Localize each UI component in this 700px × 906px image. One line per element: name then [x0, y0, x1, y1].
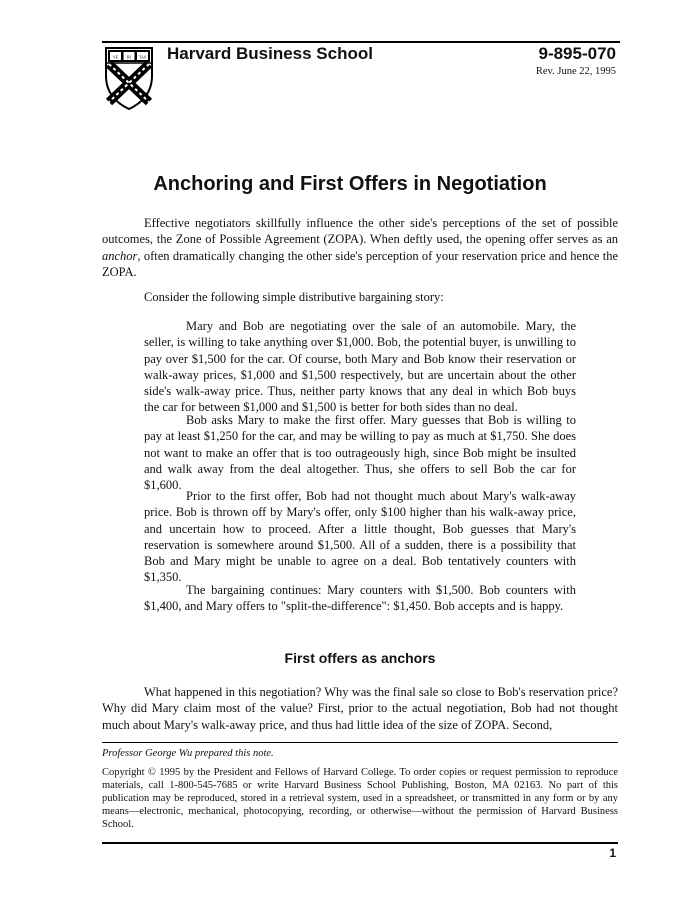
intro-paragraph-1: Effective negotiators skillfully influence the other side's perceptions of the set of possible outcomes, the Zone of Possible Agreement (ZOPA). When deftly used, the opening offer serves as an anchor, often dramatically changing the other side's perception of your reservation price and hence the ZOPA.	[102, 216, 618, 279]
document-title: Anchoring and First Offers in Negotiation	[153, 173, 547, 195]
shield-book-left: VE	[112, 54, 119, 60]
anchor-term: anchor	[102, 248, 138, 263]
author-note: Professor George Wu prepared this note.	[102, 748, 274, 759]
revision-date: Rev. June 22, 1995	[535, 66, 616, 77]
section-heading: First offers as anchors	[284, 650, 436, 666]
shield-book-right: TAS	[138, 54, 147, 60]
copyright-notice: Copyright © 1995 by the President and Fellows of Harvard College. To order copies or request permission to reproduce materials, call 1-800-545-7685 or write Harvard Business School Publishing, Boston, MA 02163. No part of this publication may be reproduced, stored in a retrieval system, used in a spreadsheet, or transmitted in any form or by any means—electronic, mechanical, photocopying, recording, or otherwise—without the permission of Harvard Business School.	[102, 767, 618, 830]
intro-paragraph-2: Consider the following simple distributive bargaining story:	[144, 290, 444, 304]
header-rule	[102, 41, 620, 43]
hbs-shield-icon	[104, 46, 154, 110]
page-number: 1	[609, 846, 616, 860]
footer-rule	[102, 842, 618, 844]
school-name: Harvard Business School	[167, 44, 373, 63]
story-paragraph-2: Bob asks Mary to make the first offer. Mary guesses that Bob is willing to pay at least $1,250 for the car, and may be willing to pay as much at $1,750. She does not want to make an offer that is too outrageously high, since Bob might be insulted and walk away from the deal altogether. Thus, she offers to sell Bob the car for $1,600.	[144, 413, 576, 493]
section-paragraph-1: What happened in this negotiation? Why was the final sale so close to Bob's reservation price? Why did Mary claim most of the value? First, prior to the actual negotiation, Bob had not thought much about Mary's walk-away price, and thus had little idea of the size of ZOPA. Second,	[102, 685, 618, 732]
story-paragraph-3: Prior to the first offer, Bob had not thought much about Mary's walk-away price. Bob is thrown off by Mary's offer, only $100 higher than his walk-away price, and uncertain how to proceed. After a little thought, Bob guesses that Mary's reservation is somewhere around $1,500. All of a sudden, there is a possibility that Bob and Mary might be unable to agree on a deal. Bob tentatively counters with $1,350.	[144, 489, 576, 585]
shield-book-middle: RI	[127, 54, 131, 60]
footnote-rule	[102, 742, 618, 743]
case-number: 9-895-070	[538, 44, 616, 63]
story-paragraph-1: Mary and Bob are negotiating over the sale of an automobile. Mary, the seller, is willing to take anything over $1,000. Bob, the potential buyer, is unwilling to pay over $1,500 for the car. Of course, both Mary and Bob know their reservation or walk-away prices, $1,000 and $1,500 respectively, but are uncertain about the other side's walk-away price. Thus, neither party knows that any deal in which Bob buys the car for between $1,000 and $1,500 is better for both sides than no deal.	[144, 319, 576, 415]
story-paragraph-4: The bargaining continues: Mary counters with $1,500. Bob counters with $1,400, and Mary offers to "split-the-difference": $1,450. Bob accepts and is happy.	[144, 583, 576, 614]
